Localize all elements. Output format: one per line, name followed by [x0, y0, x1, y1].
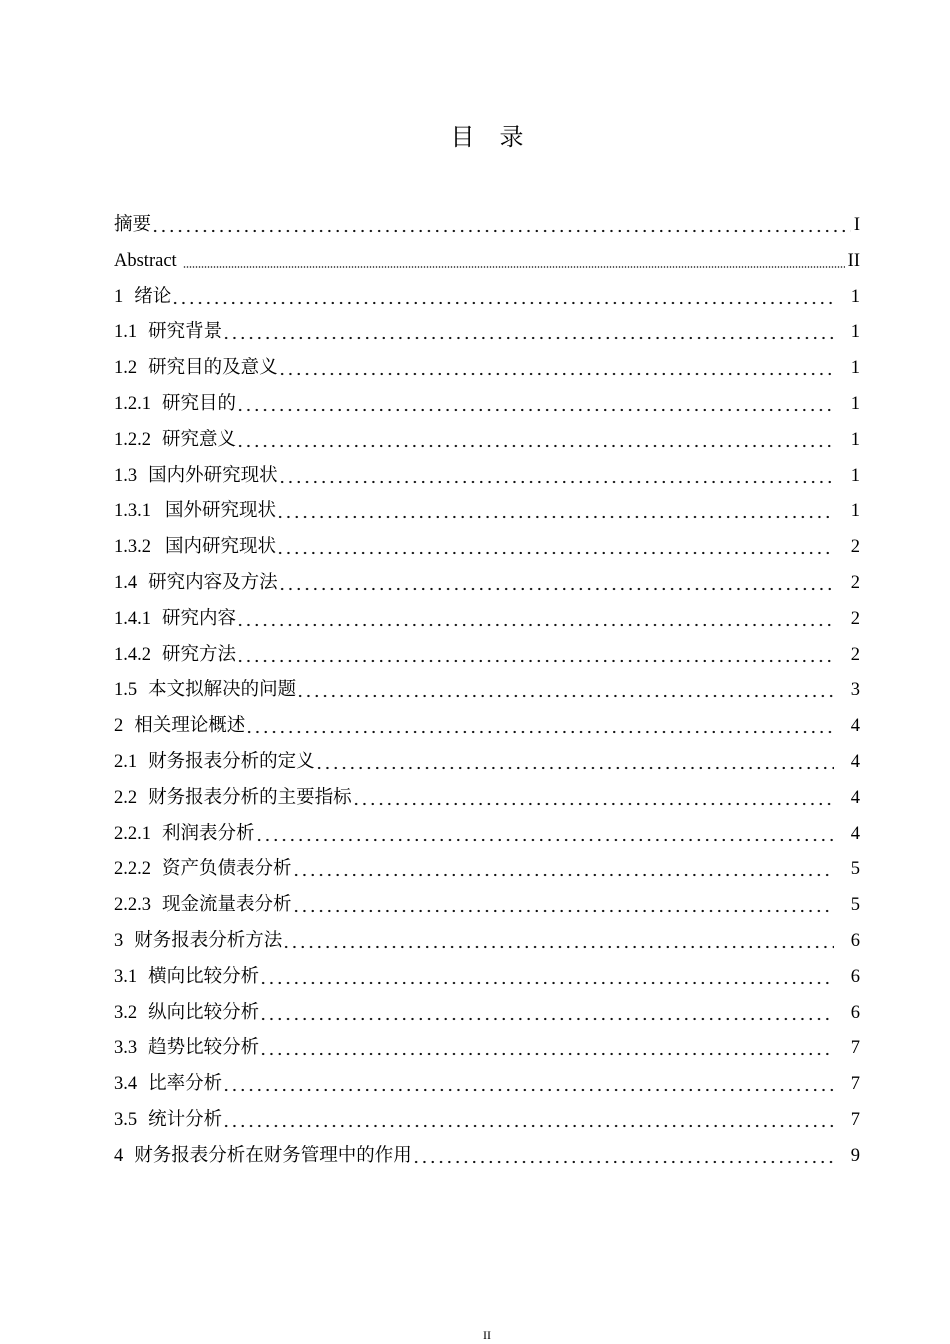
toc-entry-page: I: [853, 215, 860, 235]
toc-entry-title: 研究目的: [162, 393, 237, 414]
toc-entry-page: 6: [850, 930, 860, 951]
toc-entry-title: 统计分析: [148, 1109, 223, 1130]
toc-entry-title: 利润表分析: [162, 823, 255, 844]
toc-entry: [114, 709, 860, 745]
toc-entry-number: 3: [114, 930, 124, 951]
dot-leader: [245, 709, 833, 745]
dot-leader: [222, 1103, 834, 1139]
toc-entry: [114, 745, 860, 781]
toc-entry-page: 1: [850, 358, 860, 379]
dot-leader: [259, 1031, 834, 1067]
dot-leader: [222, 1067, 834, 1103]
toc-entry: [114, 996, 860, 1032]
dot-leader: [255, 817, 834, 853]
toc-entry-page: 5: [850, 895, 860, 916]
toc-entry-title: 本文拟解决的问题: [148, 680, 297, 701]
toc-entry-title: 研究意义: [162, 429, 237, 450]
dot-leader: [171, 280, 833, 316]
toc-entry-title: 相关理论概述: [134, 716, 246, 737]
toc-entry: [114, 494, 860, 530]
toc-entry: [114, 387, 860, 423]
dot-leader: [276, 494, 834, 530]
toc-entry-page: 2: [850, 644, 860, 665]
dot-leader: [296, 673, 834, 709]
dot-leader: [292, 852, 834, 888]
toc-entry-title: 绪论: [134, 286, 172, 307]
dot-leader: [236, 423, 834, 459]
page-title: 目 录: [450, 125, 533, 151]
toc-entry-number: 2.2: [114, 787, 138, 808]
toc-entry-page: 5: [850, 859, 860, 880]
toc-entry: [114, 423, 860, 459]
toc-entry: [114, 208, 860, 244]
toc-entry-page: 1: [850, 322, 860, 343]
toc-entry-title: 研究方法: [162, 644, 237, 665]
toc-entry-number: 3.1: [114, 966, 138, 987]
toc-entry-number: 1.4.2: [114, 644, 151, 665]
toc-entry-page: 7: [850, 1038, 860, 1059]
toc-entry-number: 1: [114, 286, 124, 307]
toc-entry-page: 1: [850, 393, 860, 414]
dot-leader: [276, 530, 834, 566]
toc-entry-page: 9: [850, 1145, 860, 1166]
toc-entry-page: 6: [850, 1002, 860, 1023]
dot-leader: [292, 888, 834, 924]
toc-entry-page: 3: [850, 680, 860, 701]
dot-leader: [222, 315, 834, 351]
toc-entry-title: 研究内容: [162, 608, 237, 629]
toc-entry-number: 1.2: [114, 358, 138, 379]
toc-entry-number: 2.1: [114, 751, 138, 772]
toc-entry-number: 1.2.2: [114, 429, 151, 450]
toc-entry: [114, 852, 860, 888]
toc-entry-title: 财务报表分析方法: [134, 930, 283, 951]
dot-leader: [282, 924, 833, 960]
toc-entry-title: 趋势比较分析: [148, 1038, 260, 1059]
toc-entry-number: 1.3.1: [114, 501, 151, 522]
toc-entry-page: 2: [850, 608, 860, 629]
toc-entry-page: 2: [850, 537, 860, 558]
toc-entry-title: Abstract: [114, 250, 177, 271]
toc-entry-title: 财务报表分析的定义: [148, 751, 315, 772]
toc-entry-title: 研究目的及意义: [148, 358, 278, 379]
dot-leader: [236, 602, 834, 638]
toc-entry-page: 1: [850, 286, 860, 307]
toc-entry: [114, 888, 860, 924]
toc-entry: [114, 1103, 860, 1139]
toc-entry-page: 1: [850, 465, 860, 486]
toc-entry-page: 6: [850, 966, 860, 987]
toc-entry-title: 财务报表分析的主要指标: [148, 787, 352, 808]
toc-entry-number: 4: [114, 1145, 124, 1166]
toc-entry-number: 2.2.2: [114, 859, 151, 880]
toc-entry-number: 1.4: [114, 572, 138, 593]
dot-leader: [278, 566, 834, 602]
toc-entry: [114, 530, 860, 566]
toc-entry: [114, 351, 860, 387]
toc-entry-number: 1.1: [114, 322, 138, 343]
toc-entry-title: 纵向比较分析: [148, 1002, 260, 1023]
table-of-contents: [114, 208, 860, 1175]
toc-entry-number: 3.2: [114, 1002, 138, 1023]
toc-entry-title: 现金流量表分析: [162, 895, 292, 916]
dot-leader: [278, 459, 834, 495]
page-number-footer: II: [483, 1328, 491, 1342]
toc-entry: [114, 817, 860, 853]
toc-entry: [114, 638, 860, 674]
toc-entry: [114, 315, 860, 351]
toc-entry-page: 1: [850, 429, 860, 450]
dot-leader: [352, 781, 834, 817]
toc-entry-number: 1.3: [114, 465, 138, 486]
dot-leader: [278, 351, 834, 387]
toc-entry-number: 1.4.1: [114, 608, 151, 629]
toc-entry: [114, 673, 860, 709]
toc-entry: [114, 1139, 860, 1175]
toc-entry-number: 3.4: [114, 1074, 138, 1095]
dot-leader: [412, 1139, 834, 1175]
toc-entry-page: 7: [850, 1074, 860, 1095]
toc-entry: [114, 1031, 860, 1067]
toc-entry: [114, 280, 860, 316]
toc-entry-number: 3.5: [114, 1109, 138, 1130]
toc-entry-title: 资产负债表分析: [162, 859, 292, 880]
toc-entry: [114, 960, 860, 996]
dot-leader: [315, 745, 834, 781]
toc-entry-page: 7: [850, 1109, 860, 1130]
toc-entry: [114, 244, 860, 280]
dot-leader: [236, 638, 834, 674]
toc-entry: [114, 459, 860, 495]
toc-entry: [114, 1067, 860, 1103]
toc-entry-number: 2.2.1: [114, 823, 151, 844]
toc-entry-page: II: [847, 250, 860, 271]
toc-entry-page: 4: [850, 823, 860, 844]
toc-entry-title: 研究背景: [148, 322, 223, 343]
toc-entry: [114, 566, 860, 602]
toc-entry-number: 1.5: [114, 680, 138, 701]
toc-entry-number: 1.2.1: [114, 393, 151, 414]
toc-entry-page: 1: [850, 501, 860, 522]
toc-entry-number: 2: [114, 716, 124, 737]
dot-leader: [183, 244, 845, 280]
toc-entry: [114, 781, 860, 817]
toc-entry-number: 3.3: [114, 1038, 138, 1059]
toc-entry-title: 国外研究现状: [165, 501, 277, 522]
toc-entry-number: 1.3.2: [114, 537, 151, 558]
toc-entry: [114, 924, 860, 960]
toc-entry-page: 4: [850, 716, 860, 737]
dot-leader: [259, 996, 834, 1032]
dot-leader: [236, 387, 834, 423]
toc-entry-title: 财务报表分析在财务管理中的作用: [134, 1145, 412, 1166]
toc-entry-number: 2.2.3: [114, 895, 151, 916]
toc-entry-title: 国内研究现状: [165, 537, 277, 558]
toc-entry-title: 国内外研究现状: [148, 465, 278, 486]
toc-entry-title: 横向比较分析: [148, 966, 260, 987]
dot-leader: [259, 960, 834, 996]
toc-entry-page: 4: [850, 787, 860, 808]
toc-entry-title: 比率分析: [148, 1074, 223, 1095]
toc-entry-title: 摘要: [114, 215, 152, 235]
toc-entry-page: 4: [850, 751, 860, 772]
toc-entry: [114, 602, 860, 638]
toc-entry-title: 研究内容及方法: [148, 572, 278, 593]
toc-entry-page: 2: [850, 572, 860, 593]
dot-leader: [151, 208, 851, 244]
